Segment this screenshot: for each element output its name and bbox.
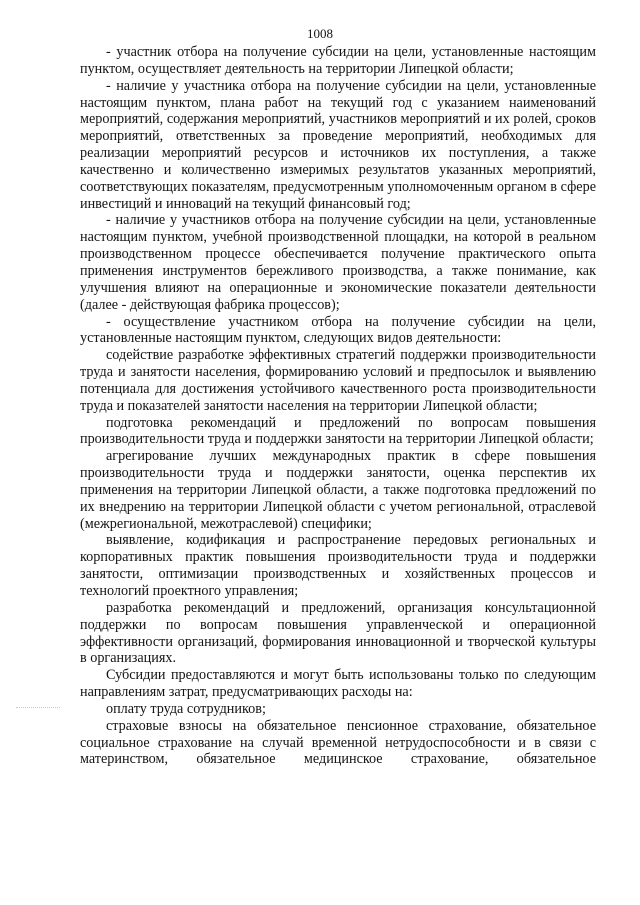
paragraph-criterion-activities: - осуществление участником отбора на получение субсидии на цели, установленные настоящим пунктом, следующих видов деятельности: [80, 313, 596, 347]
scan-artifact [16, 707, 60, 714]
paragraph-subsidy-use: Субсидии предоставляются и могут быть использованы только по следующим направлениям затрат, предусматривающих расходы на: [80, 667, 596, 701]
paragraph-activity-recommendations: подготовка рекомендаций и предложений по вопросам повышения производительности труда и поддержки занятости на территории Липецкой области; [80, 414, 596, 448]
paragraph-activity-consulting: разработка рекомендаций и предложений, организация консультационной поддержки по вопросам повышения управленческой и операционной эффективности организаций, формирования инновационной и творческой культуры в организациях. [80, 599, 596, 667]
paragraph-criterion-territory: - участник отбора на получение субсидии на цели, установленные настоящим пунктом, осуществляет деятельность на территории Липецкой области; [80, 44, 596, 77]
paragraph-activity-best-practices: выявление, кодификация и распространение передовых региональных и корпоративных практик повышения производительности труда и поддержки занятости, оптимизации производственных и хозяйственных процессов и технологий проектного управления; [80, 532, 596, 599]
paragraph-criterion-training-site: - наличие у участников отбора на получение субсидии на цели, установленные настоящим пунктом, учебной производственной площадки, на которой в реальном производственном процессе обеспечивается получение практического опыта применения инструментов бережливого производства, а также понимание, как улучшения влияют на операционные и экономические показатели деятельности (далее - действующая фабрика процессов); [80, 212, 596, 313]
paragraph-expense-salaries: оплату труда сотрудников; [106, 700, 266, 717]
paragraph-activity-international-practices: агрегирование лучших международных практик в сфере повышения производительности труда и поддержки занятости, оценка перспектив их применения на территории Липецкой области, а также подготовка предложений по их внедрению на территории Липецкой области с учетом региональной, отраслевой (межрегиональной, межотраслевой) специфики; [80, 448, 596, 532]
paragraph-expense-insurance: страховые взносы на обязательное пенсионное страхование, обязательное социальное страхование на случай временной нетрудоспособности и в связи с материнством, обязательное медицинское страхование, обязательное [80, 717, 596, 768]
paragraph-activity-strategies: содействие разработке эффективных стратегий поддержки производительности труда и занятости населения, формированию условий и предпосылок и выявлению потенциала для достижения устойчивого качественного роста производительности труда и показателей занятости населения на территории Липецкой области; [80, 347, 596, 414]
page-number: 1008 [307, 26, 333, 41]
document-body [80, 44, 596, 768]
paragraph-criterion-work-plan: - наличие у участника отбора на получение субсидии на цели, установленные настоящим пунктом, плана работ на текущий год с указанием наименований мероприятий, содержания мероприятий, участников мероприятий и их ролей, сроков мероприятий, ответственных за проведение мероприятий, необходимых для реализации мероприятий ресурсов и источников их поступления, а также качественно и количественно измеримых результатов указанных мероприятий, соответствующих показателям, предусмотренным уполномоченным органом в сфере инвестиций и инноваций на текущий финансовый год; [80, 77, 596, 212]
